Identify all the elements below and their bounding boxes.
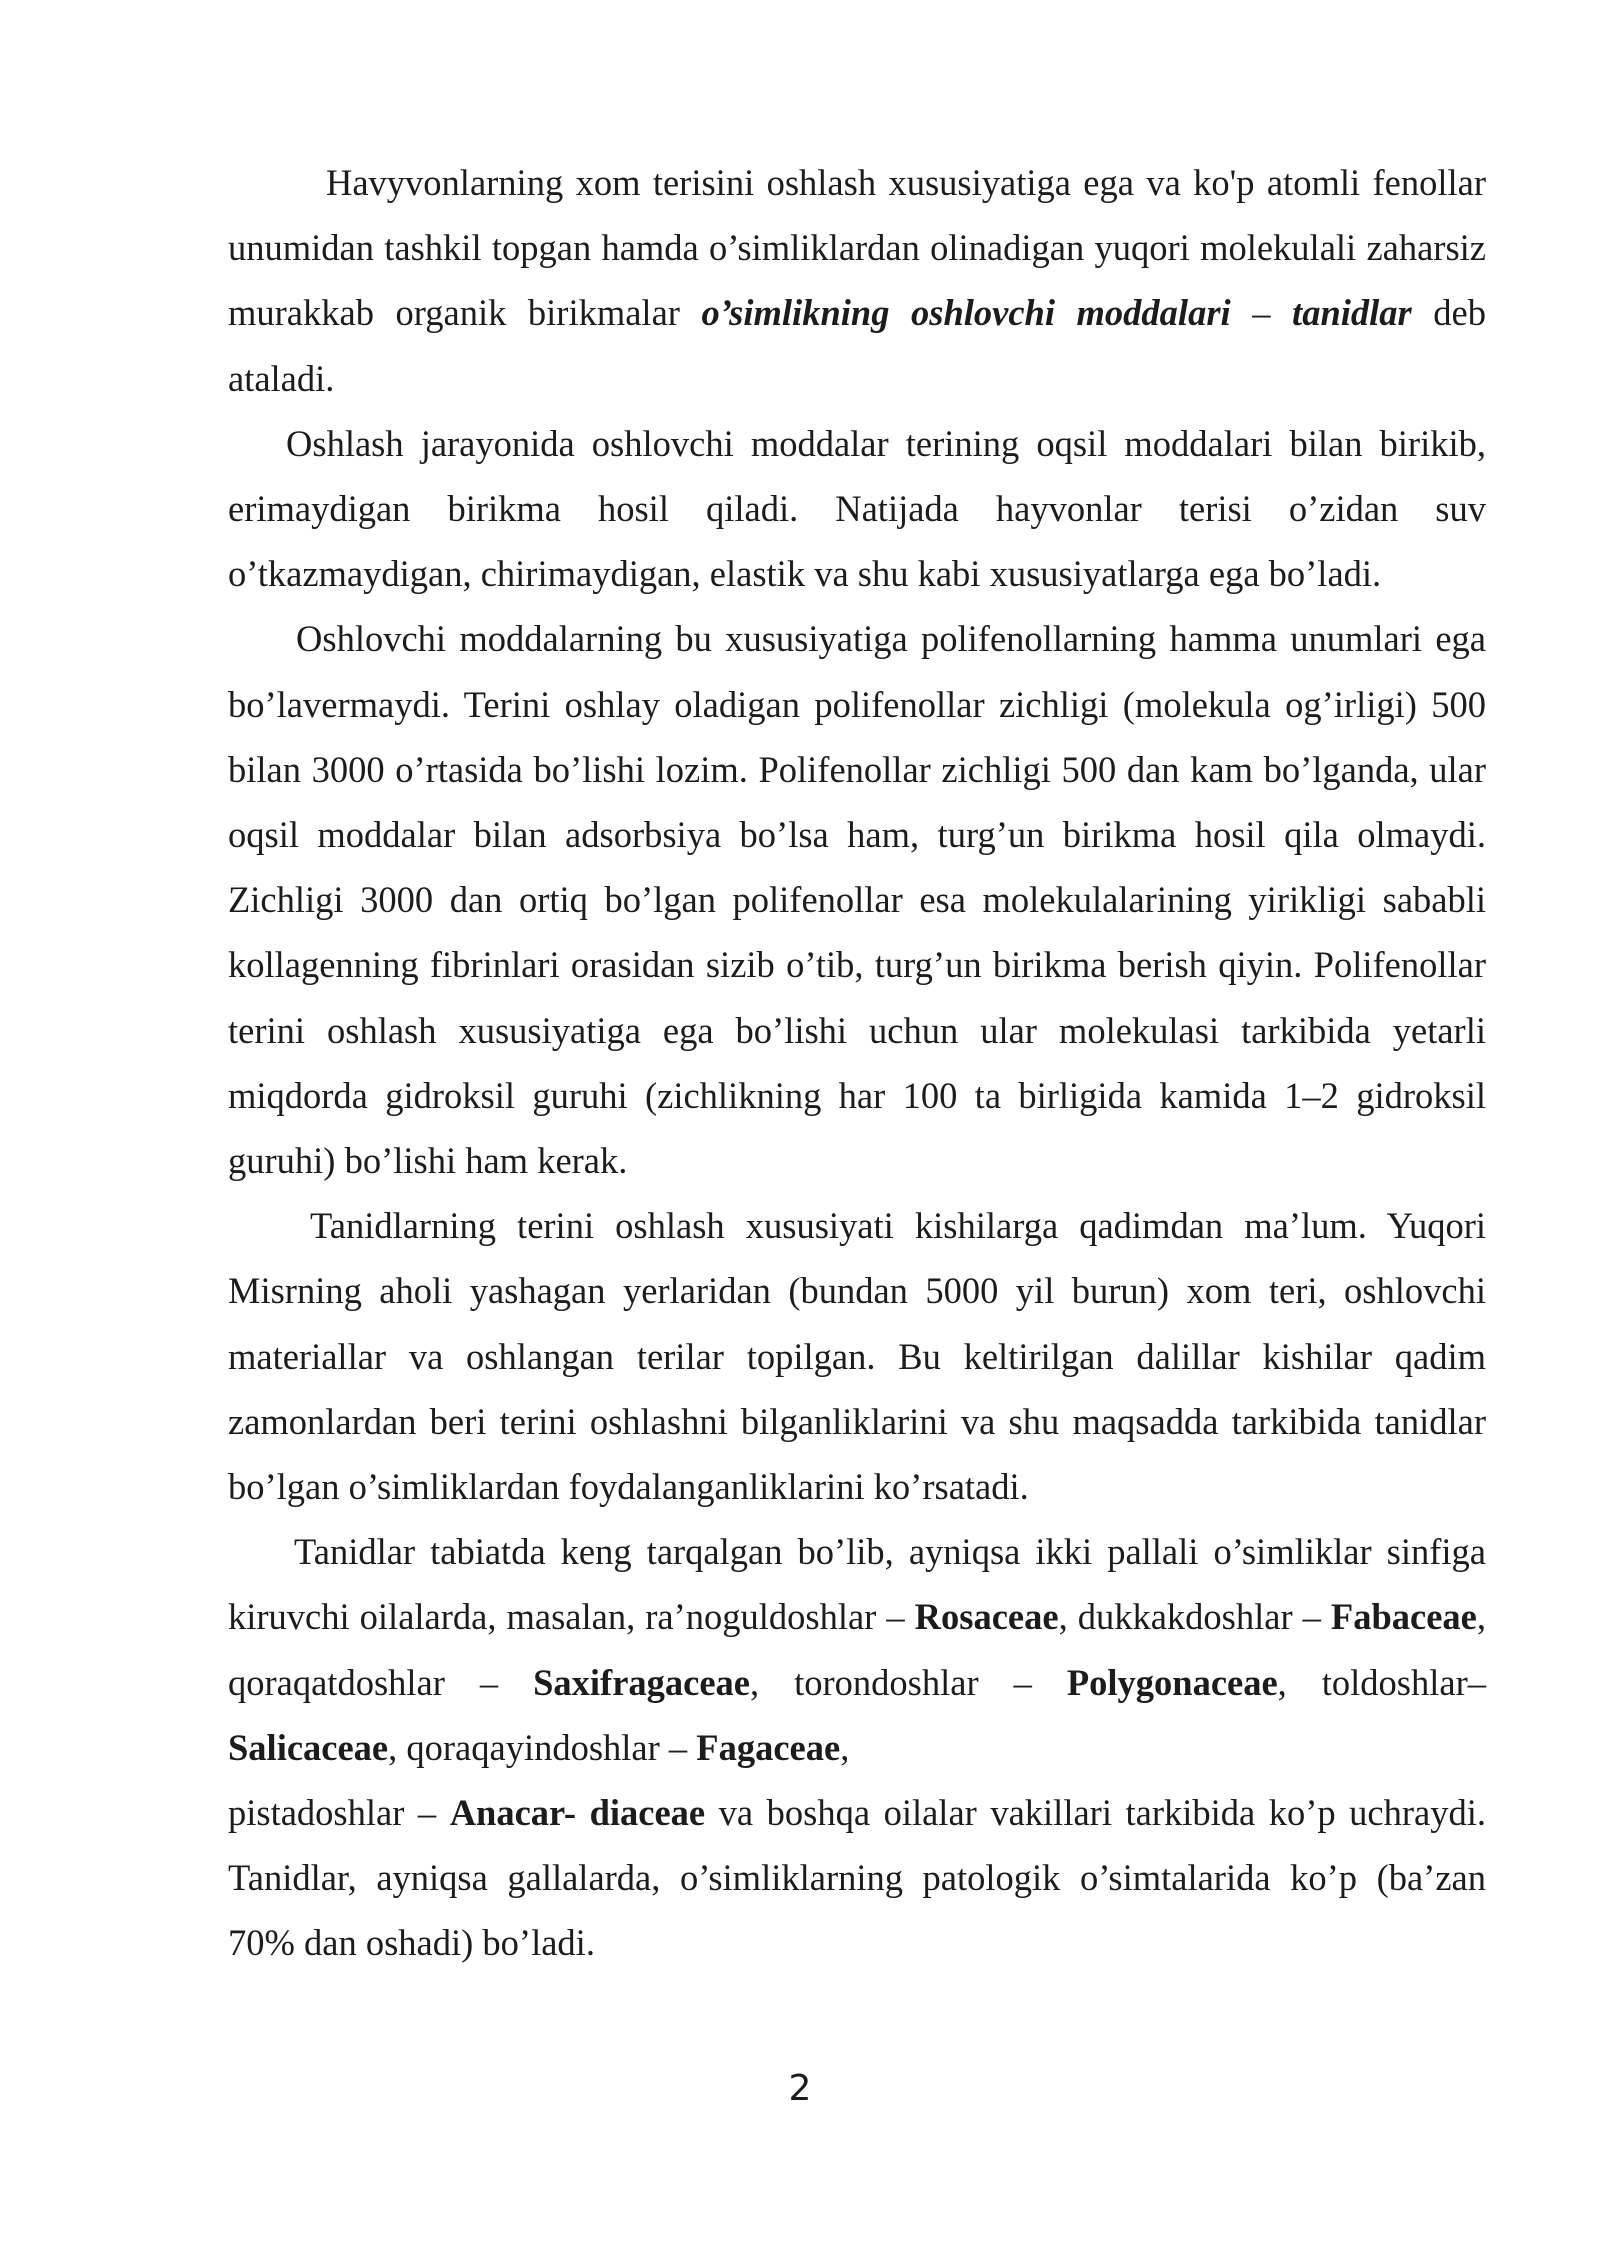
family-saxifragaceae: Saxifragaceae [533, 1661, 751, 1703]
family-fabaceae: Fabaceae [1330, 1596, 1477, 1638]
family-fagaceae: Fagaceae [696, 1726, 841, 1768]
distribution-text: , torondoshlar – [750, 1661, 1067, 1703]
paragraph-tanning-process: Oshlash jarayonida oshlovchi moddalar terining oqsil moddalari bilan birikib, erimaydigan birikma hosil qiladi. Natijada hayvonlar terisi o’zidan suv o’tkazmaydigan, chirimaydigan, elastik va shu kabi xususiyatlarga ega bo’ladi. [228, 422, 1486, 595]
distribution-text: , [840, 1726, 850, 1768]
family-salicaceae: Salicaceae [228, 1726, 389, 1768]
definition-text: Havyvonlarning xom terisini oshlash xususiyatiga ega va ko'p atomli fenollar unumidan tashkil topgan hamda o’simliklardan olinadigan yuqori molekulali zaharsiz murakkab organik birikmalar [228, 162, 1486, 334]
distribution-text: pistadoshlar – [228, 1792, 450, 1834]
distribution-text: , qoraqayindoshlar – [388, 1726, 697, 1768]
distribution-text: Tanidlar tabiatda keng tarqalgan bo’lib, ayniqsa ikki pallali o’simliklar sinfiga kiruvchi oilalarda, masalan, ra’noguldoshlar – [228, 1531, 1486, 1638]
distribution-text: , qoraqatdoshlar – [228, 1596, 1486, 1703]
family-rosaceae: Rosaceae [914, 1596, 1059, 1638]
family-anacardiaceae: Anacar- diaceae [449, 1792, 706, 1834]
definition-ending: deb ataladi. [228, 292, 1486, 399]
paragraph-history: Tanidlarning terini oshlash xususiyati kishilarga qadimdan ma’lum. Yuqori Misrning aholi yashagan yerlaridan (bundan 5000 yil burun) xom teri, oshlovchi materiallar va oshlangan terilar topilgan. Bu keltirilgan dalillar kishilar qadim zamonlardan beri terini oshlashni bilganliklarini va shu maqsadda tarkibida tanidlar bo’lgan o’simliklardan foydalanganliklarini ko’rsatadi. [228, 1205, 1486, 1508]
page-number: 2 [788, 2068, 812, 2109]
paragraph-definition [228, 150, 1486, 411]
document-body [228, 150, 1486, 1976]
distribution-text: , toldoshlar– [1277, 1661, 1487, 1703]
distribution-text: va boshqa oilalar vakillari tarkibida ko’p uchraydi. Tanidlar, ayniqsa gallalarda, o’simliklarning patologik o’simtalarida ko’p (ba’zan 70% dan oshadi) bo’ladi. [228, 1792, 1486, 1964]
distribution-text: , dukkakdoshlar – [1058, 1596, 1331, 1638]
paragraph-polyphenol-density: Oshlovchi moddalarning bu xususiyatiga polifenollarning hamma unumlari ega bo’lavermaydi. Terini oshlay oladigan polifenollar zichligi (molekula og’irligi) 500 bilan 3000 o’rtasida bo’lishi lozim. Polifenollar zichligi 500 dan kam bo’lganda, ular oqsil moddalar bilan adsorbsiya bo’lsa ham, turg’un birikma hosil qila olmaydi. Zichligi 3000 dan ortiq bo’lgan polifenollar esa molekulalarining yirikligi sababli kollagenning fibrinlari orasidan sizib o’tib, turg’un birikma berish qiyin. Polifenollar terini oshlash xususiyatiga ega bo’lishi uchun ular molekulasi tarkibida yetarli miqdorda gidroksil guruhi (zichlikning har 100 ta birligida kamida 1–2 gidroksil guruhi) bo’lishi ham kerak. [228, 618, 1486, 1182]
term-tanidlar: tanidlar [1292, 292, 1412, 334]
term-oshlovchi-moddalar: o’simlikning oshlovchi moddalari [701, 292, 1231, 334]
dash: – [1230, 292, 1293, 334]
paragraph-distribution [228, 1519, 1486, 1975]
family-polygonaceae: Polygonaceae [1066, 1661, 1278, 1703]
